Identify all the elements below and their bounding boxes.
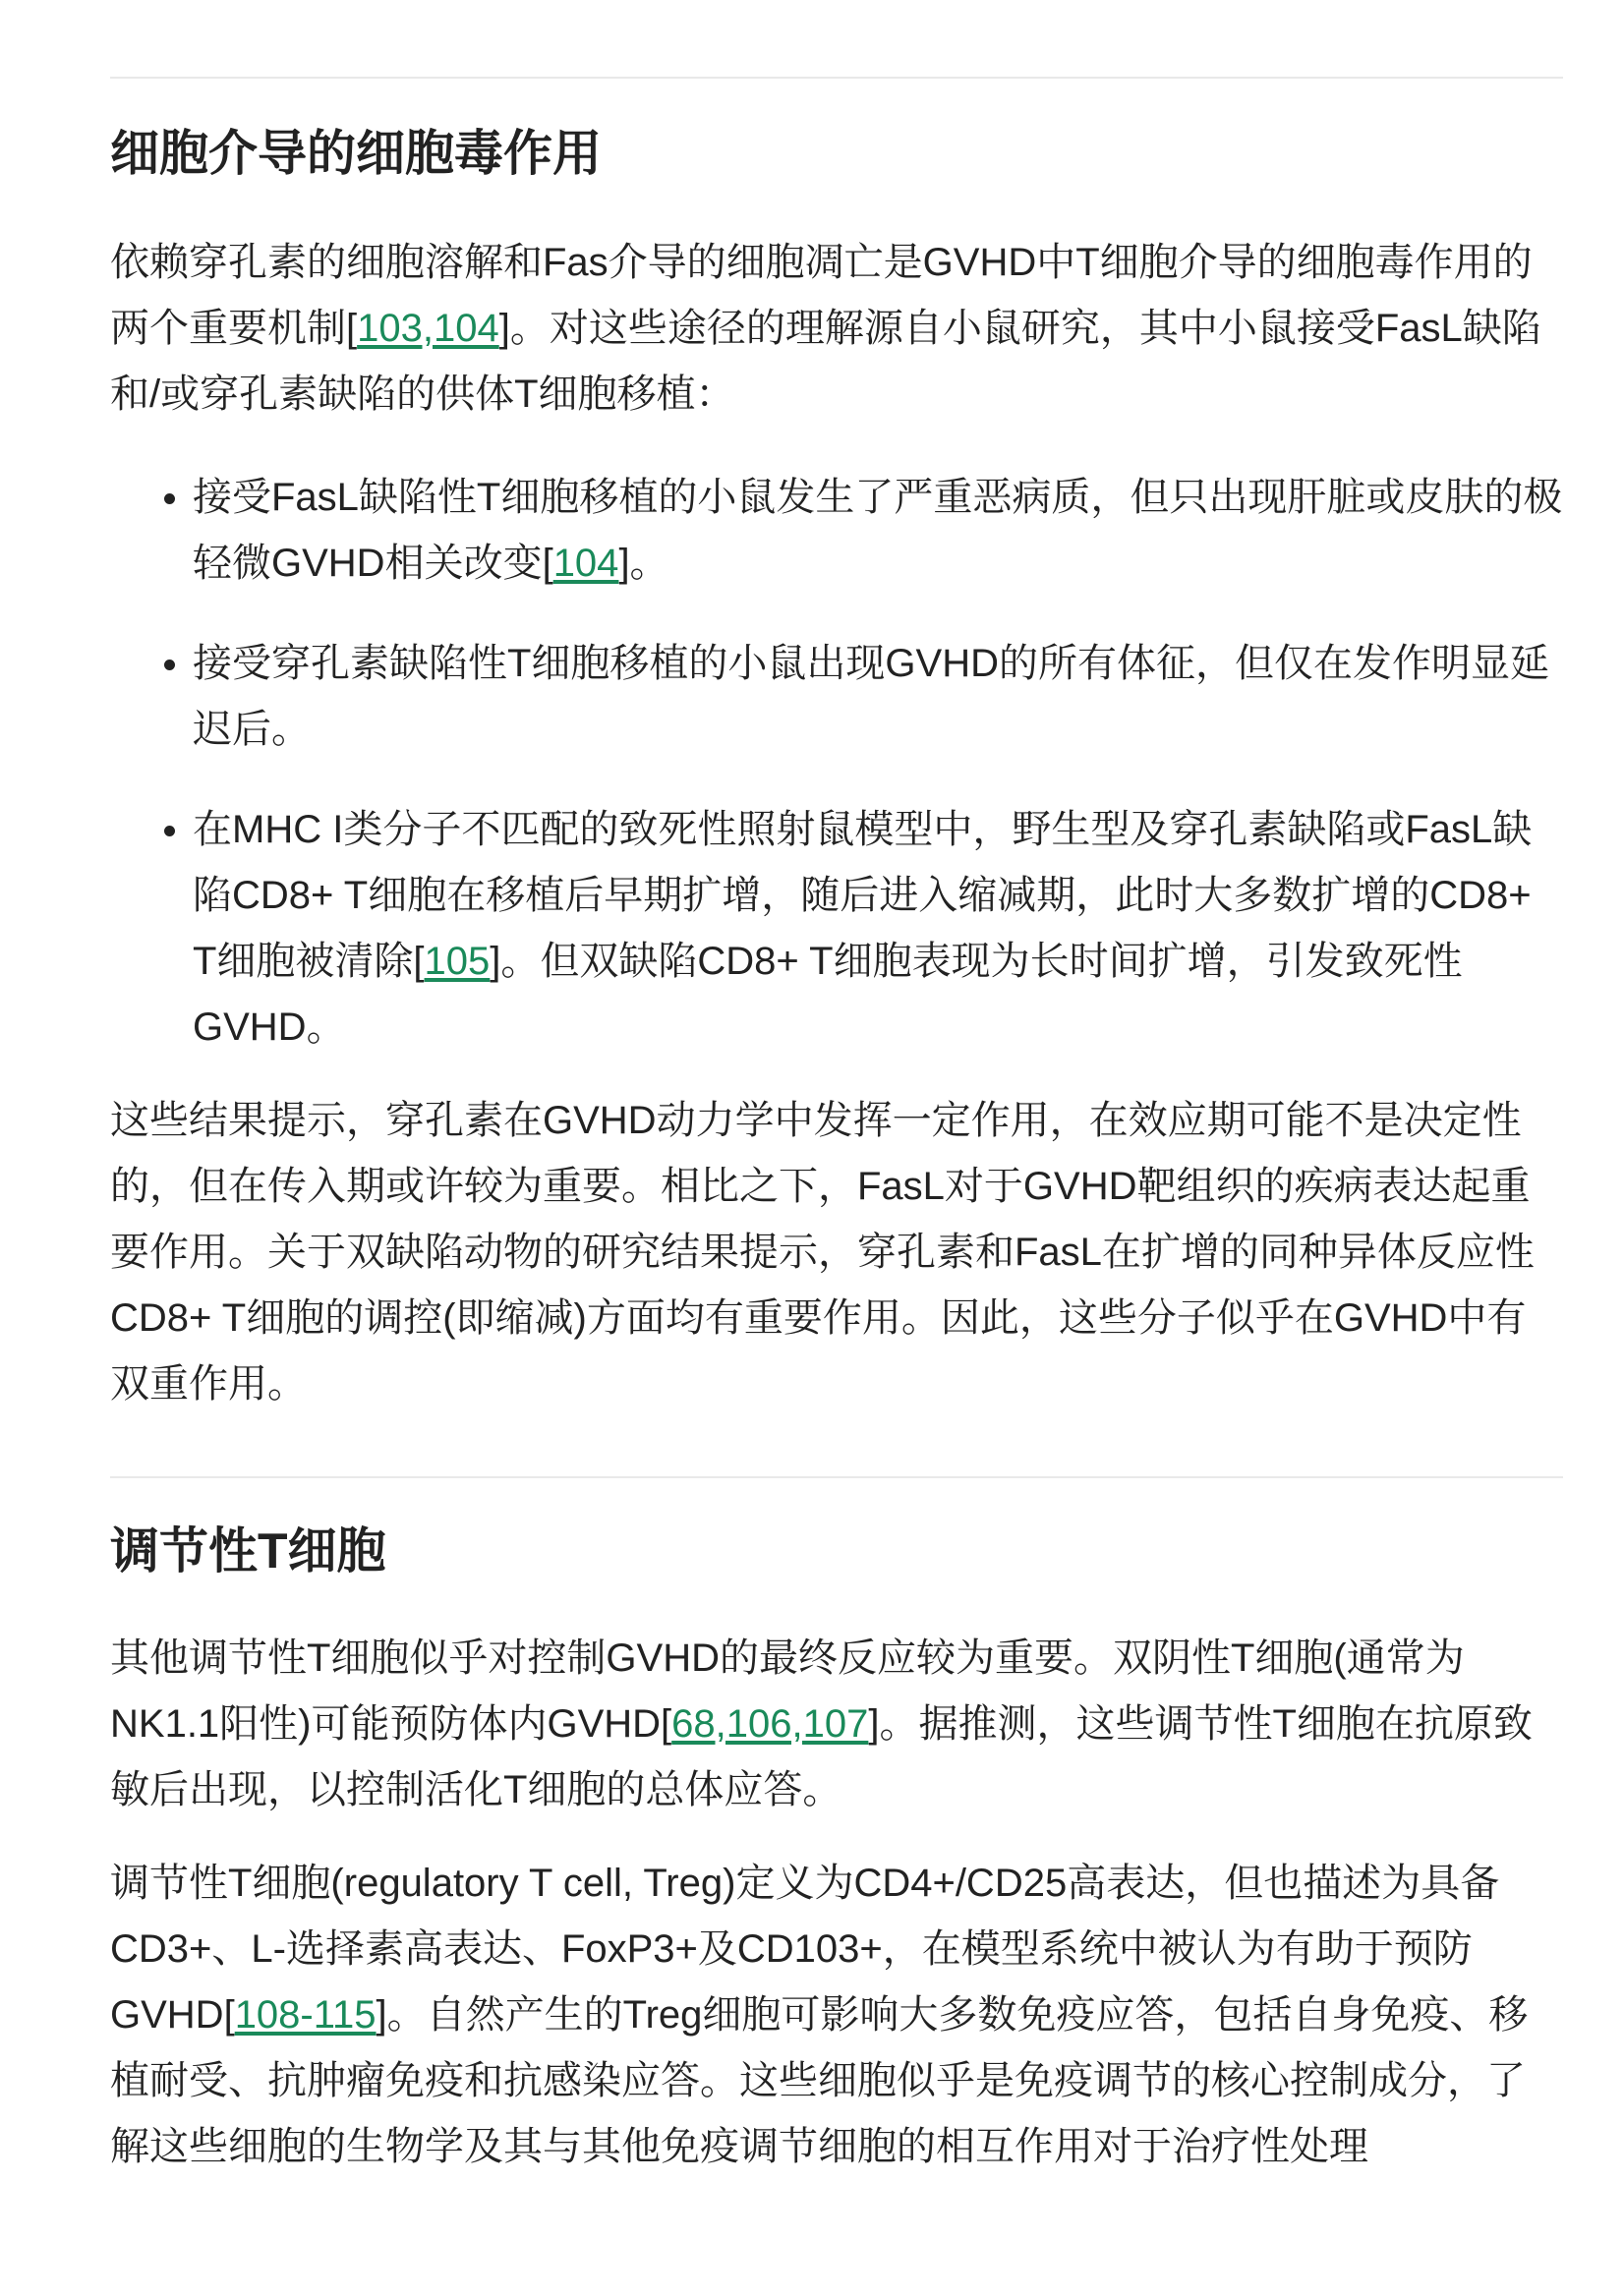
reference-link-103-104[interactable]: 103,104 bbox=[357, 307, 499, 350]
paragraph-treg-definition bbox=[110, 1851, 1563, 2180]
list-item-text: 接受穿孔素缺陷性T细胞移植的小鼠出现GVHD的所有体征，但仅在发作明显延迟后。 bbox=[193, 642, 1549, 751]
paragraph-text: 依赖穿孔素的细胞溶解和Fas介导的细胞凋亡是GVHD中T细胞介导的细胞毒作用的两个重要机制[ bbox=[110, 241, 1533, 350]
reference-link-108-115[interactable]: 108-115 bbox=[234, 1993, 377, 2037]
list-item-text: 在MHC I类分子不匹配的致死性照射鼠模型中，野生型及穿孔素缺陷或FasL缺陷CD8+ T细胞在移植后早期扩增，随后进入缩减期，此时大多数扩增的CD8+ T细胞被清除[ bbox=[193, 808, 1533, 983]
section-heading-cytotoxicity: 细胞介导的细胞毒作用 bbox=[110, 126, 602, 181]
section-divider bbox=[110, 77, 1563, 79]
section-heading-regulatory-t-cells: 调节性T细胞 bbox=[110, 1523, 386, 1578]
paragraph-text: 其他调节性T细胞似乎对控制GVHD的最终反应较为重要。双阴性T细胞(通常为NK1.1阳性)可能预防体内GVHD[ bbox=[110, 1636, 1465, 1746]
paragraph-text: ]。对这些途径的理解源自小鼠研究，其中小鼠接受FasL缺陷和/或穿孔素缺陷的供体T细胞移植： bbox=[110, 307, 1541, 416]
paragraph-conclusions: 这些结果提示，穿孔素在GVHD动力学中发挥一定作用，在效应期可能不是决定性的，但在传入期或许较为重要。相比之下，FasL对于GVHD靶组织的疾病表达起重要作用。关于双缺陷动物的研究结果提示，穿孔素和FasL在扩增的同种异体反应性CD8+ T细胞的调控(即缩减)方面均有重要作用。因此，这些分子似乎在GVHD中有双重作用。 bbox=[110, 1099, 1535, 1406]
list-item bbox=[110, 631, 1563, 763]
section-divider bbox=[110, 1476, 1563, 1478]
list-item bbox=[110, 465, 1563, 597]
paragraph-text: ]。自然产生的Treg细胞可影响大多数免疫应答，包括自身免疫、移植耐受、抗肿瘤免疫和抗感染应答。这些细胞似乎是免疫调节的核心控制成分，了解这些细胞的生物学及其与其他免疫调节细胞的相互作用对于治疗性处理 bbox=[110, 1993, 1529, 2168]
list-item-text: 接受FasL缺陷性T细胞移植的小鼠发生了严重恶病质，但只出现肝脏或皮肤的极轻微GVHD相关改变[ bbox=[193, 476, 1563, 585]
article-content bbox=[110, 0, 1563, 2180]
findings-list bbox=[110, 465, 1563, 1061]
paragraph-text: ]。据推测，这些调节性T细胞在抗原致敏后出现，以控制活化T细胞的总体应答。 bbox=[110, 1702, 1533, 1811]
list-item bbox=[110, 797, 1563, 1061]
reference-link-104[interactable]: 104 bbox=[552, 542, 619, 585]
paragraph-text: 调节性T细胞(regulatory T cell, Treg)定义为CD4+/CD25高表达，但也描述为具备CD3+、L-选择素高表达、FoxP3+及CD103+，在模型系统中被认为有助于预防GVHD[ bbox=[110, 1862, 1500, 2037]
bullet-icon bbox=[164, 826, 175, 836]
paragraph-mechanisms bbox=[110, 230, 1563, 428]
list-item-text: ]。 bbox=[618, 542, 669, 585]
paragraph-double-negative-t-cells bbox=[110, 1626, 1563, 1823]
reference-link-105[interactable]: 105 bbox=[424, 940, 491, 983]
list-item-text: ]。但双缺陷CD8+ T细胞表现为长时间扩增，引发致死性GVHD。 bbox=[193, 940, 1463, 1049]
reference-link-68-106-107[interactable]: 68,106,107 bbox=[671, 1702, 869, 1746]
bullet-icon bbox=[164, 493, 175, 504]
bullet-icon bbox=[164, 660, 175, 670]
